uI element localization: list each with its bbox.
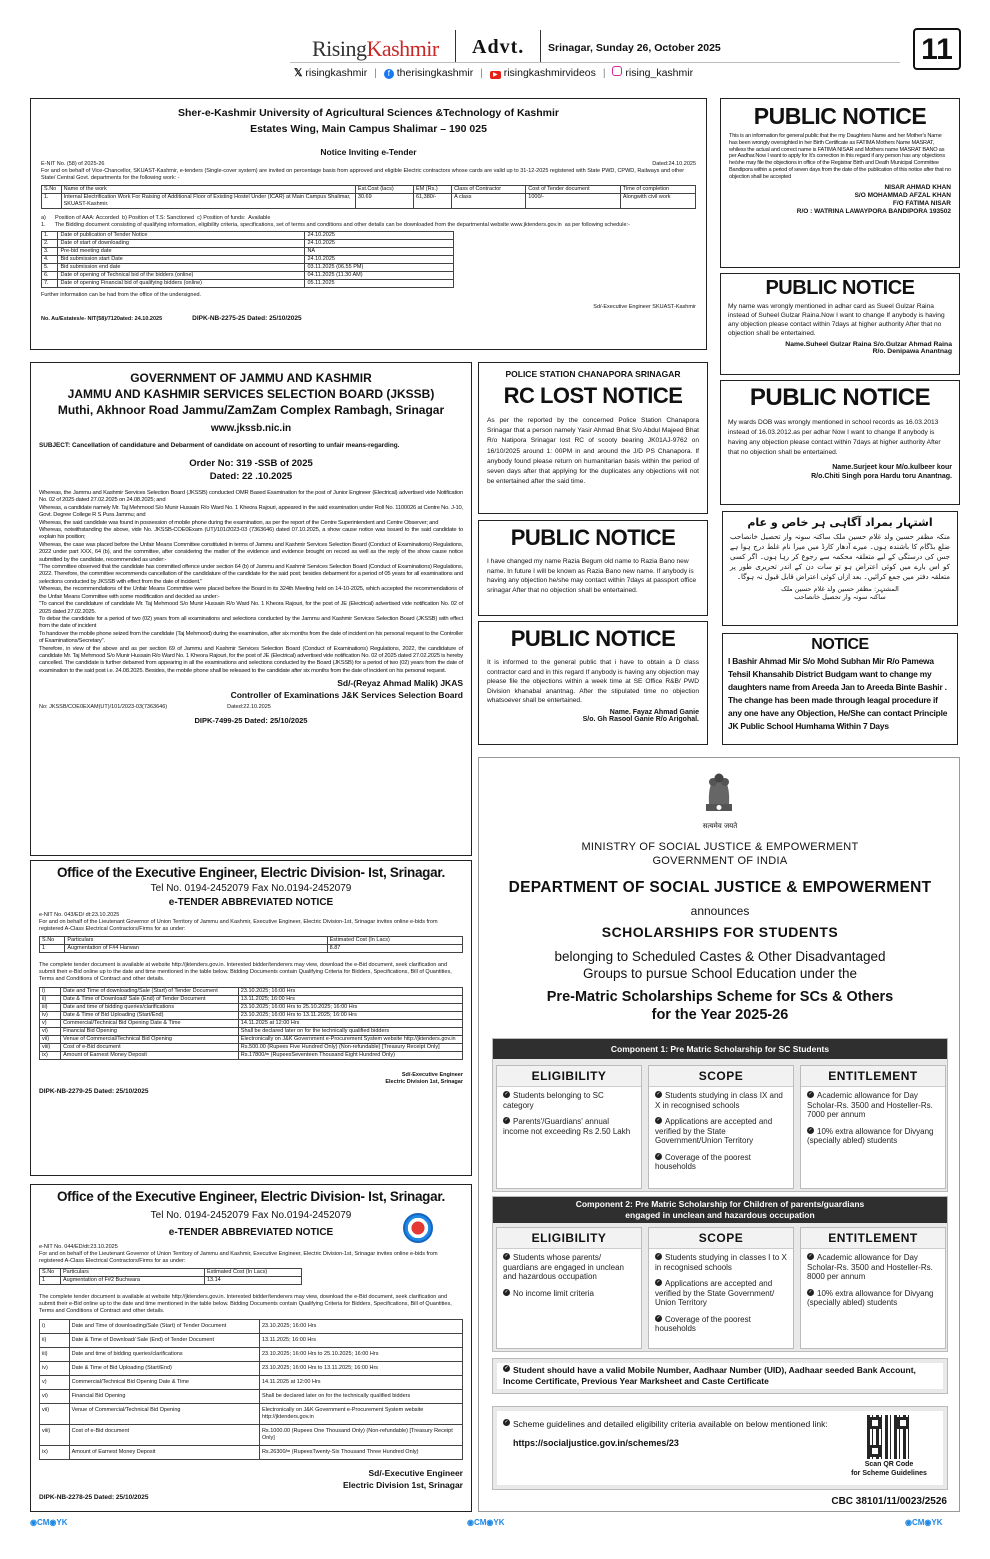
urdu-sign: المشتہر: مظفر حسین ولد غلام حسین ملک bbox=[781, 585, 899, 593]
table-row: vii) Venue of Commercial/Technical Bid Opening Electronically on J&K Government e-Procurement System website http://jktenders.gov.in bbox=[40, 1404, 463, 1425]
col-header: SCOPE bbox=[649, 1066, 793, 1087]
list-item: ✓ Academic allowance for Day Scholar-Rs. 3500 and Hosteller-Rs. 7000 per annum bbox=[807, 1091, 933, 1119]
table-row: 7. Date of opening Financial bid of qualifying bidders (online) 05.11.2025 bbox=[42, 280, 454, 288]
col-header: ENTITLEMENT bbox=[801, 1066, 945, 1087]
instagram-icon bbox=[612, 66, 622, 76]
notice-title: PUBLIC NOTICE bbox=[749, 384, 931, 411]
ee-tel: Tel No. 0194-2452079 Fax No.0194-2452079 bbox=[150, 883, 352, 894]
ee-work-table: S.No Particulars Estimated Cost (In Lacs) 1 Augmentation of F#2 Buchwara 13.14 bbox=[39, 1268, 302, 1285]
skuast-intro: For and on behalf of Vice-Chancellor, SKUAST-Kashmir, e-tenders (Single-cover system) are invited on percentage basis from approved and eligible Electric contractors whose cards are valid up to 31-12-2025 registered with State PWD, CPWD, Railways and other State/ Central Govt. departments for the following work: - bbox=[41, 168, 685, 181]
ee-dipk: DIPK-NB-2278-25 Dated: 25/10/2025 bbox=[39, 1494, 149, 1501]
notice-body: My wards DOB was wrongly mentioned in school records as 16.03.2013 instead of 16.03.2012.as per adhar Now I want to change If anybody is having any objection please contact within 7days at higher authority After that no objection shall be entertained. bbox=[728, 419, 941, 456]
skuast-ref-no: No. Au/Estates/e- NIT(58)/7120ated: 24.10.2025 bbox=[41, 316, 163, 322]
ee-sub: e-TENDER ABBREVIATED NOTICE bbox=[168, 897, 334, 908]
social-bar: 𝕏 risingkashmir | f therisingkashmir | ▶ risingkashmirvideos | rising_kashmir bbox=[294, 67, 694, 79]
ee-tender-notice-2 bbox=[30, 1184, 472, 1512]
dateline: Srinagar, Sunday 26, October 2025 bbox=[548, 42, 721, 54]
check-icon: ✓ bbox=[808, 1126, 813, 1133]
urdu-notice bbox=[722, 511, 958, 626]
c2-entitlement-col bbox=[800, 1227, 946, 1349]
ee-doc: The complete tender document is available at website http://jktenders.gov.in. Interested bidder/tenderers may view, download the e-Bid document, seek clarification and submit their e-Bid online up to the date and time mentioned in the table below. Bidding Documents contain Qualifying Criteria for Bidders, Specifications, Bill of Quantities, Terms and Conditions of Contract and other details. bbox=[39, 962, 452, 982]
rc-lost-notice bbox=[478, 362, 708, 514]
list-item: ✓ Students whose parents/ guardians are engaged in unclean and hazardous occupation bbox=[503, 1253, 624, 1281]
jkssb-website[interactable]: www.jkssb.nic.in bbox=[210, 423, 292, 434]
table-row: 1. Date of publication of Tender Notice 24.10.2025 bbox=[42, 232, 454, 240]
table-row: ix) Amount of Earnest Money Deposit Rs.26300/= (RupeesTwenty-Six Thousand Three Hundred Only) bbox=[40, 1446, 463, 1460]
table-row: vi) Financial Bid Opening Shall be declared later on for the technically qualified bidders bbox=[40, 1390, 463, 1404]
c1-entitlement-col bbox=[800, 1065, 946, 1189]
scheme-title: for the Year 2025-26 bbox=[651, 1007, 789, 1023]
table-row: iii) Date and time of bidding queries/clarifications 23.10.2025; 16:00 Hrs to 25.10.2025; 16:00 Hrs bbox=[40, 1348, 463, 1362]
skuast-tender-notice bbox=[30, 98, 707, 350]
ee-tender-notice-1 bbox=[30, 860, 472, 1176]
scheme-link[interactable]: https://socialjustice.gov.in/schemes/23 bbox=[513, 1438, 679, 1448]
list-item: ✓ Students studying in classes I to X in recognised schools bbox=[655, 1253, 787, 1272]
facebook-icon: f bbox=[384, 69, 394, 79]
jkssb-title: JAMMU AND KASHMIR SERVICES SELECTION BOARD (JKSSB) bbox=[67, 387, 435, 401]
c2-scope-col bbox=[648, 1227, 794, 1349]
table-row: iv) Date & Time of Bid Uploading (Start/End) 23.10.2025; 16:00 Hrs to 13.11.2025; 16:00 Hrs bbox=[40, 1362, 463, 1376]
jkssb-para: Whereas, the recommendations of the Unfair Means Committee were placed before the Board in its 324th Meeting held on 14-10-2025, which accepted the recommendations of the Unfair Means Committee with some modification and decided as under:- bbox=[39, 586, 463, 600]
skuast-dipk: DIPK-NB-2275-25 Dated: 25/10/2025 bbox=[192, 315, 302, 322]
component-2-bar bbox=[493, 1197, 947, 1223]
list-item: ✓ Parents'/Guardians' annual income not exceeding Rs 2.50 Lakh bbox=[503, 1117, 631, 1136]
department-logo-icon bbox=[403, 1213, 433, 1243]
jkssb-para: "The committee observed that the candidate has committed offence under section 64 (b) of Jammu and Kashmir Services Selection Board (Conduct of Examinations) Regulations, 2022. Therefore, the committee recommends cancellation of the candidature of the candidate for the said post; besides debarment for a period of 05 years for all examinations and selections conducted by JKSSB with effect from the date of incident." bbox=[39, 564, 463, 585]
scholarship-title: SCHOLARSHIPS FOR STUDENTS bbox=[601, 924, 839, 940]
public-notice-contractor bbox=[478, 621, 708, 745]
table-row: ii) Date & Time of Download/ Sale (End) of Tender Document 13.11.2025; 16:00 Hrs bbox=[40, 996, 463, 1004]
notice-sign: NISAR AHMAD KHAN bbox=[884, 183, 951, 191]
list-item: ✓ Coverage of the poorest households bbox=[655, 1152, 751, 1171]
jkssb-para: To debar the candidate for a period of two (02) years from all examinations and selections conducted by the Jammu and Kashmir Services Selection Board (JKSSB) with effect from the date of incident bbox=[39, 615, 463, 630]
requirement-box bbox=[492, 1358, 948, 1394]
check-icon: ✓ bbox=[656, 1152, 661, 1159]
notice-body: As per the reported by the concerned Police Station Chanapora Srinagar that a person namely Yasir Ahmad Bhat S/o Abdul Majeed Bhat R/o Natipora Srinagar lost RC of scooty bearing JK01AJ-9762 on 16/10/2025 around 1: 00PM in and around the J/D PS Chanapora. If anybody found please return on humanitarian basis within the period of seven days after that applying for the duplicates any objections will not be entertained after the said time. bbox=[487, 417, 699, 486]
jkssb-subject: SUBJECT: Cancellation of candidature and Debarment of candidate on account of resorting to unfair means-regarding. bbox=[39, 442, 400, 449]
scheme-title: Pre-Matric Scholarships Scheme for SCs & Others bbox=[546, 989, 894, 1005]
c1-eligibility-col bbox=[496, 1065, 642, 1189]
ee-schedule-table bbox=[39, 1319, 463, 1460]
registration-mark-icon: ◉CM◉YK bbox=[905, 1518, 943, 1527]
check-icon: ✓ bbox=[504, 1091, 509, 1097]
table-row: 2. Date of start of downloading 24.10.2025 bbox=[42, 240, 454, 248]
public-notice-dob bbox=[720, 380, 960, 505]
notice-sign: R/o.Chiti Singh pora Hardu toru Anantnag. bbox=[811, 473, 952, 480]
social-facebook[interactable]: therisingkashmir bbox=[396, 67, 474, 79]
skuast-signature: Sd/-Executive Engineer SKUAST-Kashmir bbox=[593, 304, 696, 310]
brand-logo bbox=[312, 36, 439, 62]
jkssb-dipk: DIPK-7499-25 Dated: 25/10/2025 bbox=[194, 716, 308, 726]
guidelines-box bbox=[492, 1406, 948, 1490]
skuast-work-table: S.No Name of the work Est.Cost (lacs) EM (Rs.) Class of Contractor Cost of Tender document Time of completion 1. Internal Electrification Work For Raising of Additional Floor of Existing Hostel Under (ICAR) at Main Campus Shalimar, SKUAST-Kashmir. 30.69 61,380/- A class 1000/- Alongwith civil work bbox=[41, 185, 696, 209]
list-item: ✓ Students studying in class IX and X in recognised schools bbox=[655, 1091, 783, 1110]
cbc-code: CBC 38101/11/0023/2526 bbox=[831, 1496, 947, 1507]
table-row: iii) Date and time of bidding queries/clarifications 23.10.2025; 16:00 Hrs to 25.10.2025; 16:00 Hrs bbox=[40, 1004, 463, 1012]
check-icon: ✓ bbox=[504, 1253, 509, 1259]
table-row: 5. Bid submission end date 03.11.2025 (06.55 PM) bbox=[42, 264, 454, 272]
col-header: ELIGIBILITY bbox=[497, 1066, 641, 1087]
table-row: 1 Augmentation of F#2 Buchwara 13.14 bbox=[40, 1277, 302, 1285]
notice-body: This is an information for general public that the my Daughters Name and her Mother's Name has been wrongly oversighted in her Birth Certificate as FATIMA Mothers Name MASRAT, whiless the actual and correct name is FATIMA NISAR and Mothers name MASRAT BANO as per Aadhar.Now I want to apply for It's correction in this regard if any person has any objections he/she may file the objections in office of the Registrar Birth and Death Municipal Committee Bandipora within a period of seven days from the date of the publication of this notice after that no objection shall be accepted bbox=[729, 133, 951, 180]
table-row: i) Date and Time of downloading/Sale (Start) of Tender Document 23.10.2025; 16:00 Hrs bbox=[40, 988, 463, 996]
ee-signature: Electric Division 1st, Srinagar bbox=[343, 1480, 463, 1490]
ee-doc: The complete tender document is available at website http://jktenders.gov.in. Interested bidder/tenderers may view, download the e-Bid document, seek clarification and submit their e-Bid online up to the date and time mentioned in the table below. Bidding Documents contain Qualifying Criteria for Bidders, Specifications, Bill of Quantities, Terms and Conditions of Contract and other details. bbox=[39, 1294, 452, 1314]
table-row: viii) Cost of e-Bid document Rs.1000.00 (Rupees One Thousand Only) (Non-refundable) [Treasury Receipt Only] bbox=[40, 1425, 463, 1446]
govt-name: GOVERNMENT OF INDIA bbox=[652, 855, 788, 867]
brand-rising: Rising bbox=[312, 36, 367, 61]
table-row: v) Commercial/Technical Bid Opening Date & Time 14.11.2025 at 12:00 Hrs bbox=[40, 1020, 463, 1028]
belonging-line: belonging to Scheduled Castes & Other Disadvantaged bbox=[554, 949, 886, 964]
national-emblem-icon bbox=[698, 766, 740, 822]
list-item: ✓ Applications are accepted and verified by the State Government/ Union Territory bbox=[655, 1279, 775, 1307]
requirement-text: Student should have a valid Mobile Number, Aadhaar Number (UID), Aadhaar seeded Bank Account, Income Certificate, Previous Year Marksheet and Caste Certificate bbox=[503, 1365, 916, 1386]
qr-code-icon bbox=[867, 1415, 911, 1459]
table-row: iv) Date & Time of Bid Uploading (Start/End) 23.10.2025; 16:00 Hrs to 13.11.2025; 16:00 Hrs bbox=[40, 1012, 463, 1020]
scholarship-ad bbox=[478, 757, 960, 1512]
urdu-body: منکہ مظفر حسین ولد غلام حسین ملک ساکنہ سونہ وار تحصیل خانصاحب ضلع بڈگام کا باشندہ ہوں۔ میرے آدھار کارڈ میں میرا نام غلط درج ہوا ہے جس کی درستگی کے لیے متعلقہ محکمہ سے رجوع کر رہا ہوں۔ اگر کسی کو اس بارے میں کوئی اعتراض ہو تو سات دن کے اندر تحریری طور پر متعلقہ دفتر میں جمع کرائیں۔ بعد ازاں کوئی اعتراض قابل قبول نہ ہوگا۔ bbox=[730, 533, 950, 581]
guideline-text: Scheme guidelines and detailed eligibility criteria available on below mentioned link: bbox=[513, 1419, 828, 1429]
check-icon: ✓ bbox=[504, 1365, 509, 1371]
list-item: ✓ 10% extra allowance for Divyang (specially abled) students bbox=[807, 1126, 934, 1145]
ee-nit: e-NIT No. 043/ED/ dt:23.10.2025 bbox=[39, 912, 120, 918]
table-row: 1 Augmentation of F#4 Harwan 8.87 bbox=[40, 945, 463, 953]
table-row: v) Commercial/Technical Bid Opening Date & Time 14.11.2025 at 12:00 Hrs bbox=[40, 1376, 463, 1390]
table-row: ix) Amount of Earnest Money Deposit Rs.17800/= (RupeesSeventeen Thousand Eight Hundred Only) bbox=[40, 1052, 463, 1060]
check-icon: ✓ bbox=[656, 1279, 661, 1285]
jkssb-signature: Controller of Examinations J&K Services Selection Board bbox=[230, 690, 463, 701]
check-icon: ✓ bbox=[504, 1419, 509, 1425]
ee-signature: Sd/-Executive Engineer bbox=[368, 1468, 463, 1478]
table-row: i) Date and Time of downloading/Sale (Start) of Tender Document 23.10.2025; 16:00 Hrs bbox=[40, 1320, 463, 1334]
list-item: ✓ Coverage of the poorest households bbox=[655, 1314, 751, 1333]
jkssb-order bbox=[30, 362, 472, 856]
list-item: ✓ Applications are accepted and verified by the State Government/Union Territory bbox=[655, 1117, 773, 1145]
notice-body: It is informed to the general public that i have to obtain a D class contractor card and in this regard If anybody is having any objection may please file the objections within a week time at SE Office R&B/ PWD Division khanabal anantnag. After the stipulated time no objection whatsoever shall be entertained. bbox=[487, 659, 699, 705]
table-row: 1. Internal Electrification Work For Raising of Additional Floor of Existing Hostel Under (ICAR) at Main Campus Shalimar, SKUAST-Kashmir. 30.69 61,380/- A class 1000/- Alongwith civil work bbox=[42, 194, 696, 209]
notice-title: PUBLIC NOTICE bbox=[765, 277, 915, 299]
ee-signature: Electric Division 1st, Srinagar bbox=[385, 1079, 463, 1085]
skuast-subtitle: Estates Wing, Main Campus Shalimar – 190 025 bbox=[250, 123, 487, 135]
skuast-heading: Notice Inviting e-Tender bbox=[320, 147, 417, 157]
component-2-line: engaged in unclean and hazardous occupation bbox=[625, 1210, 815, 1220]
jkssb-ref-no: No: JKSSB/COE0EXAM(UT)/101/2023-03(7363646) bbox=[39, 704, 168, 711]
check-icon: ✓ bbox=[808, 1091, 813, 1097]
notice-sign: F/O FATIMA NISAR bbox=[892, 199, 951, 207]
urdu-sign: ساکنہ سونہ وار تحصیل خانصاحب bbox=[794, 593, 886, 601]
ee-tel: Tel No. 0194-2452079 Fax No.0194-2452079 bbox=[150, 1210, 352, 1221]
jkssb-para: Whereas, the said candidate was found in possession of mobile phone during the examination, as per the report of the Centre Superintendent and Centre Observer; and bbox=[39, 519, 439, 526]
ee-signature: Sd/-Executive Engineer bbox=[401, 1072, 463, 1078]
check-icon: ✓ bbox=[504, 1117, 509, 1123]
notice-sign: R/o. Denipawa Anantnag bbox=[872, 348, 952, 355]
skuast-title: Sher-e-Kashmir University of Agricultural Sciences &Technology of Kashmir bbox=[177, 107, 559, 119]
jkssb-order-no: Order No: 319 -SSB of 2025 bbox=[189, 458, 313, 469]
jkssb-para: To handover the mobile phone seized from the candidate (Taj Mehmood) during the examination, after six months from the date of incident on his personal request to the Controller of Examinations/Secretary". bbox=[39, 630, 463, 645]
advt-label: Advt. bbox=[472, 36, 525, 58]
ee-dipk: DIPK-NB-2279-25 Dated: 25/10/2025 bbox=[39, 1088, 149, 1095]
table-row: vii) Venue of Commercial/Technical Bid Opening Electronically on J&K Government e-Procurement System website http://jktenders.gov.in bbox=[40, 1036, 463, 1044]
dept-name: DEPARTMENT OF SOCIAL JUSTICE & EMPOWERMENT bbox=[508, 879, 932, 896]
c1-scope-col bbox=[648, 1065, 794, 1189]
check-icon: ✓ bbox=[656, 1091, 661, 1097]
notice-title: PUBLIC NOTICE bbox=[753, 103, 927, 129]
table-row: viii) Cost of e-Bid document Rs.500.00 (Rupees Five Hundred Only) (Non-refundable) [Treasury Receipt Only] bbox=[40, 1044, 463, 1052]
c2-eligibility-col bbox=[496, 1227, 642, 1349]
component-2-panel bbox=[492, 1196, 948, 1352]
skuast-nit: E-NIT No. (58) of 2025-26 bbox=[41, 161, 105, 167]
notice-title: PUBLIC NOTICE bbox=[510, 525, 676, 550]
ee-title: Office of the Executive Engineer, Electric Division- Ist, Srinagar. bbox=[56, 1189, 446, 1204]
jkssb-title: Muthi, Akhnoor Road Jammu/ZamZam Complex Rambagh, Srinagar bbox=[57, 403, 445, 417]
ministry-name: MINISTRY OF SOCIAL JUSTICE & EMPOWERMENT bbox=[581, 841, 859, 853]
belonging-line: Groups to pursue School Education under the bbox=[583, 966, 857, 981]
col-header: ENTITLEMENT bbox=[801, 1228, 945, 1249]
qr-caption: for Scheme Guidelines bbox=[851, 1470, 927, 1477]
public-notice-name-change bbox=[478, 520, 708, 616]
component-1-panel bbox=[492, 1038, 948, 1192]
brand-kashmir: Kashmir bbox=[366, 36, 439, 61]
jkssb-para: Whereas, the case was placed before the Unfair Means Committee constituted in terms of Jammu and Kashmir Services Selection Board (Conduct of Examinations) Regulations, 2022 under part XXX, 64 (b), and the committee, after considering the matter of the evidence and evidence brought on record as well as the reply of the show cause notice submitted by the candidate, recommended as under:- bbox=[39, 541, 463, 563]
check-icon: ✓ bbox=[656, 1314, 661, 1321]
emblem-motto: सत्यमेव जयते bbox=[702, 822, 738, 830]
ee-schedule-table bbox=[39, 987, 463, 1060]
jkssb-title: GOVERNMENT OF JAMMU AND KASHMIR bbox=[130, 371, 372, 385]
component-1-bar: Component 1: Pre Matric Scholarship for SC Students bbox=[493, 1039, 947, 1059]
table-row: vi) Financial Bid Opening Shall be declared later on for the technically qualified bidders bbox=[40, 1028, 463, 1036]
masthead bbox=[0, 0, 990, 90]
notice-sign: Name.Suheel Gulzar Raina S/o.Gulzar Ahmad Raina bbox=[785, 341, 952, 348]
notice-body: I have changed my name Razia Begum old name to Razia Bano new name. In future I will be known as Razia Bano new name. If anybody is having any objection he/she may contact within 7days at passport office srinagar After that no objection shall be entertained. bbox=[487, 558, 697, 594]
list-item: ✓ No income limit criteria bbox=[504, 1288, 594, 1298]
check-icon: ✓ bbox=[504, 1288, 509, 1295]
public-notice-aadhar bbox=[720, 273, 960, 375]
jkssb-para: Therefore, in view of the above and as per section 69 of Jammu and Kashmir Services Selection Board (Conduct of Examinations) Regulations, 2022, the candidature of candidate Mr. Taj Mehmood S/o Munir Hussain R/o Ward No. 1 Kheora Rajouri, for the post of JE (Electrical) advertised vide notification No. 02 of 2025 dated 27.02.2025 is hereby cancelled. The candidate is further debarred from appearing in all the examinations and selections conducted by the Board (JKSSB) for a period of two (02) years from the date of examination to the said post i.e. 24.08.2025. Besides, the mobile phone shall be released to the candidate after six months from the date of incident on his personal request. bbox=[39, 645, 463, 674]
list-item: ✓ 10% extra allowance for Divyang (specially abled) students bbox=[807, 1288, 934, 1307]
notice-sign: Name.Surjeet kour M/o.kulbeer kour bbox=[832, 464, 952, 471]
list-item: ✓ Academic allowance for Day Scholar-Rs. 3500 and Hosteller-Rs. 8000 per annum bbox=[807, 1253, 933, 1281]
check-icon: ✓ bbox=[808, 1253, 813, 1259]
table-row: 6. Date of opening of Technical bid of the bidders (online) 04.11.2025 (11.30 AM) bbox=[42, 272, 454, 280]
jkssb-signature: Sd/-(Reyaz Ahmad Malik) JKAS bbox=[337, 678, 463, 689]
jkssb-para: Whereas, the Jammu and Kashmir Services Selection Board (JKSSB) conducted OMR Based Examination for the post of Junior Engineer (Electrical) advertised vide Notification No. 02 of 2025 dated 27.02.2025 on 24.08.2025; and bbox=[39, 490, 463, 504]
registration-mark-icon: ◉CM◉YK bbox=[467, 1518, 505, 1527]
qr-caption: Scan QR Code bbox=[864, 1461, 914, 1468]
col-header: SCOPE bbox=[649, 1228, 793, 1249]
notice-sign: R/O : WATRINA LAWAYPORA BANDIPORA 193502 bbox=[796, 207, 951, 215]
notice-body: My name was wrongly mentioned in adhar card as Sueel Gulzar Raina instead of Suheel Gulzar Raina.Now I want to change If anybody is having any objection please contact within 7days at higher authority After that no objection shall be entertained. bbox=[728, 303, 945, 337]
name-change-notice bbox=[722, 633, 958, 745]
skuast-schedule-table bbox=[41, 231, 454, 288]
urdu-title: اشتہار بمراد آگاہی ہر خاص و عام bbox=[747, 516, 933, 529]
list-item: ✓ Students belonging to SC category bbox=[503, 1091, 604, 1110]
skuast-bidding-doc: 1. The Bidding document consisting of qualifying information, eligibility criteria, specifications, set of terms and conditions and other details can be downloaded from the departmental website www.jktenders.gov.in as per following schedule:- bbox=[41, 222, 630, 228]
notice-sign: Name. Fayaz Ahmad Ganie bbox=[609, 708, 699, 716]
jkssb-ref-date: Dated:22.10.2025 bbox=[227, 704, 271, 711]
jkssb-dated: Dated: 22 .10.2025 bbox=[209, 471, 293, 482]
announces: announces bbox=[690, 904, 750, 918]
check-icon: ✓ bbox=[808, 1288, 813, 1295]
notice-body: I Bashir Ahmad Mir S/o Mohd Subhan Mir R/o Pamewa Tehsil Khansahib District Budgam want to change my daughters name from Areeda Jan to Areeda Binte Bashir . The change has been made through leagal procedure if any one have any Objection, He/She can contact Principle JK Public School Humhama Within 7 Days bbox=[728, 656, 948, 731]
police-heading: POLICE STATION CHANAPORA SRINAGAR bbox=[505, 369, 681, 379]
registration-mark-icon: ◉CM◉YK bbox=[30, 1518, 68, 1527]
check-icon: ✓ bbox=[656, 1117, 661, 1123]
ee-intro: For and on behalf of the Lieutenant Governor of Union Territory of Jammu and Kashmir, Executive Engineer, Electric Division-1st, Srinagar invites online e-bids from registered A-Class Electrical Contractors/Firms for as under: bbox=[39, 1251, 438, 1264]
public-notice-birth bbox=[720, 98, 960, 268]
notice-title: RC LOST NOTICE bbox=[503, 383, 683, 408]
ee-title: Office of the Executive Engineer, Electric Division- Ist, Srinagar. bbox=[56, 865, 446, 880]
x-icon: 𝕏 bbox=[294, 67, 303, 79]
jkssb-para: Whereas, a candidate namely Mr. Taj Mehmood S/o Munir Hussain R/o Ward No. 1 Kheora Rajouri, appeared in the said examination under Roll No. 1100026 at Centre No. J-10, Govt. Degree College R S Pura Jammu; and bbox=[39, 504, 463, 519]
col-header: ELIGIBILITY bbox=[497, 1228, 641, 1249]
ee-sub: e-TENDER ABBREVIATED NOTICE bbox=[168, 1227, 334, 1238]
ee-nit: e-NIT No. 044/ED/dt:23.10.2025 bbox=[39, 1244, 118, 1250]
social-x[interactable]: risingkashmir bbox=[305, 67, 368, 79]
social-youtube[interactable]: risingkashmirvideos bbox=[503, 67, 596, 79]
notice-title: PUBLIC NOTICE bbox=[510, 626, 676, 651]
skuast-position: a) Position of AAA: Accorded b) Position of T.S: Sanctioned c) Position of funds: Available bbox=[41, 215, 271, 221]
component-2-line: Component 2: Pre Matric Scholarship for Children of parents/guardians bbox=[575, 1199, 865, 1209]
ee-work-table: S.No Particulars Estimated Cost (In Lacs) 1 Augmentation of F#4 Harwan 8.87 bbox=[39, 936, 463, 953]
page-number: 11 bbox=[921, 33, 953, 66]
page-number-box bbox=[913, 28, 961, 70]
skuast-date: Dated:24.10.2025 bbox=[652, 161, 696, 167]
check-icon: ✓ bbox=[656, 1253, 661, 1259]
jkssb-para: Whereas, notwithstanding the above, vide No. JKSSB-COE0Exam (UT)/101/2023-03 (7363646) dated 07.10.2025, a show cause notice was issued to the said candidate to explain his position; bbox=[39, 527, 463, 541]
youtube-icon: ▶ bbox=[490, 71, 501, 79]
table-row: 3. Pre-bid meeting date NA bbox=[42, 248, 454, 256]
jkssb-para: "To cancel the candidature of candidate Mr. Taj Mehmood S/o Munir Hussain R/o Ward No. 1 Kheora Rajouri, for the post of JE (Electrical) advertised vide notification No. 02 of 2025 dated 27.02.2025. bbox=[39, 601, 463, 615]
ee-intro: For and on behalf of the Lieutenant Governor of Union Territory of Jammu and Kashmir, Executive Engineer, Electric Division-1st, Srinagar invites online e-bids from registered A-Class Electrical Contractors/Firms for as under: bbox=[39, 919, 438, 932]
social-instagram[interactable]: rising_kashmir bbox=[625, 67, 694, 79]
notice-sign: S/o. Gh Rasool Ganie R/o Arigohal. bbox=[582, 715, 699, 723]
notice-title: NOTICE bbox=[811, 636, 869, 653]
table-row: 4. Bid submission start Date 24.10.2025 bbox=[42, 256, 454, 264]
notice-sign: S/O MOHAMMAD AFZAL KHAN bbox=[854, 191, 951, 199]
table-row: ii) Date & Time of Download/ Sale (End) of Tender Document 13.11.2025; 16:00 Hrs bbox=[40, 1334, 463, 1348]
skuast-further: Further information can be had from the office of the undersigned. bbox=[41, 292, 202, 298]
